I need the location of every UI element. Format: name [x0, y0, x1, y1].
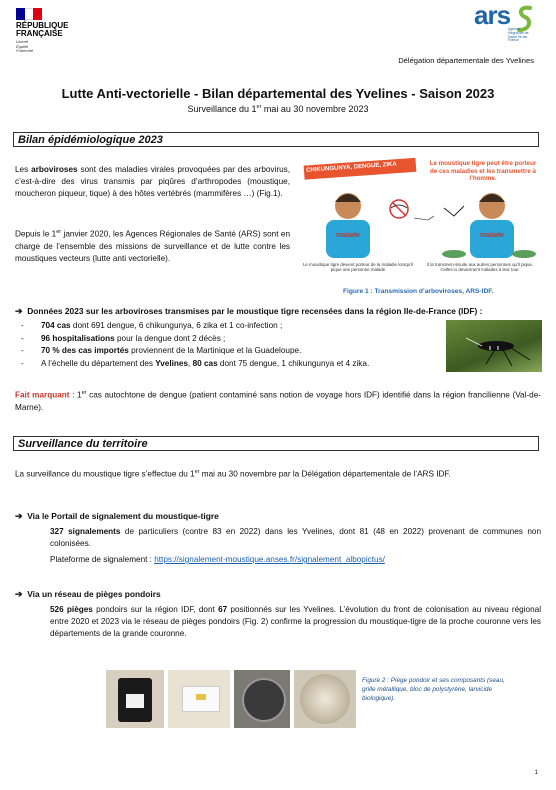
- malade-label-left: malade: [335, 232, 361, 239]
- list-item: - 70 % des cas importés proviennent de la Martinique et la Guadeloupe.: [15, 345, 435, 358]
- figure1-right-caption: Il la transmet ensuite aux autres personnes qu’il pique. Celles-ci deviennent malades à leur tour.: [426, 262, 534, 273]
- page-number: 1: [534, 770, 538, 776]
- flag-blue: [16, 8, 25, 20]
- figure-1-infographic: [296, 158, 542, 282]
- signalement-link[interactable]: https://signalement-moustique.anses.fr/signalement_albopictus/: [154, 555, 385, 564]
- plateforme-line: Plateforme de signalement : https://signalement-moustique.anses.fr/signalement_albopictus/: [50, 555, 385, 564]
- pieges-paragraph: 526 pièges pondoirs sur la région IDF, dont 67 positionnés sur les Yvelines. L’évolution du front de colonisation au niveau régional entre 2020 et 2023 via le réseau de pièges pondoirs (Fig. 2) confirme la progression du moustique-tigre de la proche couronne vers les départements de la grande couronne.: [50, 605, 542, 639]
- figure-1-caption: Figure 1 : Transmission d’arboviroses, ARS-IDF.: [343, 288, 494, 295]
- list-item: - 96 hospitalisations pour la dengue dont 2 décès ;: [15, 333, 435, 346]
- section-heading-surveillance: Surveillance du territoire: [13, 436, 539, 451]
- page-subtitle: Surveillance du 1er mai au 30 novembre 2023: [187, 104, 369, 114]
- ars-subtitle: Agence Régionale de Santé Ile-de-France: [508, 27, 529, 43]
- photo-eggs: [294, 670, 356, 728]
- figure-2-caption: Figure 2 : Piège pondoir et ses composants (seau, grille métallique, bloc de polystyrène, larvicide biologique).: [362, 677, 505, 702]
- mosquito-photo: [446, 320, 542, 372]
- portail-heading: ➔ Via le Portail de signalement du moustique-tigre: [15, 511, 219, 521]
- arrow-right-icon: ➔: [15, 589, 23, 599]
- photo-bucket: [106, 670, 164, 728]
- list-item: - 704 cas dont 691 dengue, 6 chikungunya, 6 zika et 1 co-infection ;: [15, 320, 435, 333]
- malade-label-right: malade: [479, 232, 505, 239]
- motto: Liberté Égalité Fraternité: [16, 39, 34, 53]
- intro-paragraph: Les arboviroses sont des maladies virales provoquées par des arbovirus, c’est-à-dire des virus transmis par piqûres d’arthropodes (moustique, moucheron piqueur, tique) à des hôtes vertébrés (mammifères …) (Fig.1).: [15, 165, 290, 199]
- pieges-heading: ➔ Via un réseau de pièges pondoirs: [15, 589, 161, 599]
- flag-white: [25, 8, 34, 20]
- page-title: Lutte Anti-vectorielle - Bilan départemental des Yvelines - Saison 2023: [61, 86, 495, 101]
- delegation-label: Délégation départementale des Yvelines: [398, 56, 534, 65]
- ars-logo: ars Agence Régionale de Santé Ile-de-France: [474, 4, 534, 38]
- photo-polystyrene: [168, 670, 230, 728]
- figure1-left-caption: Le moustique tigre devient porteur de la maladie lorsqu’il pique une personne malade: [302, 262, 414, 273]
- surveillance-intro: La surveillance du moustique tigre s’effectue du 1er mai au 30 novembre par la Délégation départementale de l’ARS IDF.: [15, 469, 451, 479]
- mosquito-icon: [446, 320, 542, 372]
- stats-bullet-list: [15, 320, 435, 370]
- figure1-headline: Le moustique tigre peut être porteur de ces maladies et les transmettre à l’homme.: [429, 160, 537, 183]
- arrow-right-icon: ➔: [15, 511, 23, 521]
- photo-grid: [234, 670, 290, 728]
- list-item: - A l’échelle du département des Yvelines, 80 cas dont 75 dengue, 1 chikungunya et 4 zika.: [15, 358, 435, 371]
- republique-francaise: RÉPUBLIQUE FRANÇAISE: [16, 21, 69, 38]
- fait-marquant: Fait marquant : 1er cas autochtone de dengue (patient contaminé sans notion de voyage hors IDF) identifié dans la région francilienne (Val-de-Marne).: [15, 390, 541, 412]
- figure1-banner: CHIKUNGUNYA, DENGUE, ZIKA: [305, 161, 397, 174]
- figure-2-photos: [106, 670, 356, 728]
- arrow-right-icon: ➔: [15, 306, 23, 316]
- ars-paragraph: Depuis le 1er janvier 2020, les Agences Régionales de Santé (ARS) sont en charge de l’ensemble des missions de surveillance et de lutte contre les moustiques vecteurs (lutte anti vectorielle).: [15, 229, 290, 264]
- french-flag-logo: [16, 8, 42, 20]
- section-heading-bilan: Bilan épidémiologique 2023: [13, 132, 539, 147]
- portail-paragraph: 327 signalements de particuliers (contre 83 en 2022) dans les Yvelines, dont 81 (48 en 2022) provenant de communes non colonisées.: [50, 527, 542, 549]
- donnees-line: ➔ Données 2023 sur les arboviroses transmises par le moustique tigre recensées dans la région Ile-de-France (IDF) :: [15, 306, 483, 316]
- flag-red: [33, 8, 42, 20]
